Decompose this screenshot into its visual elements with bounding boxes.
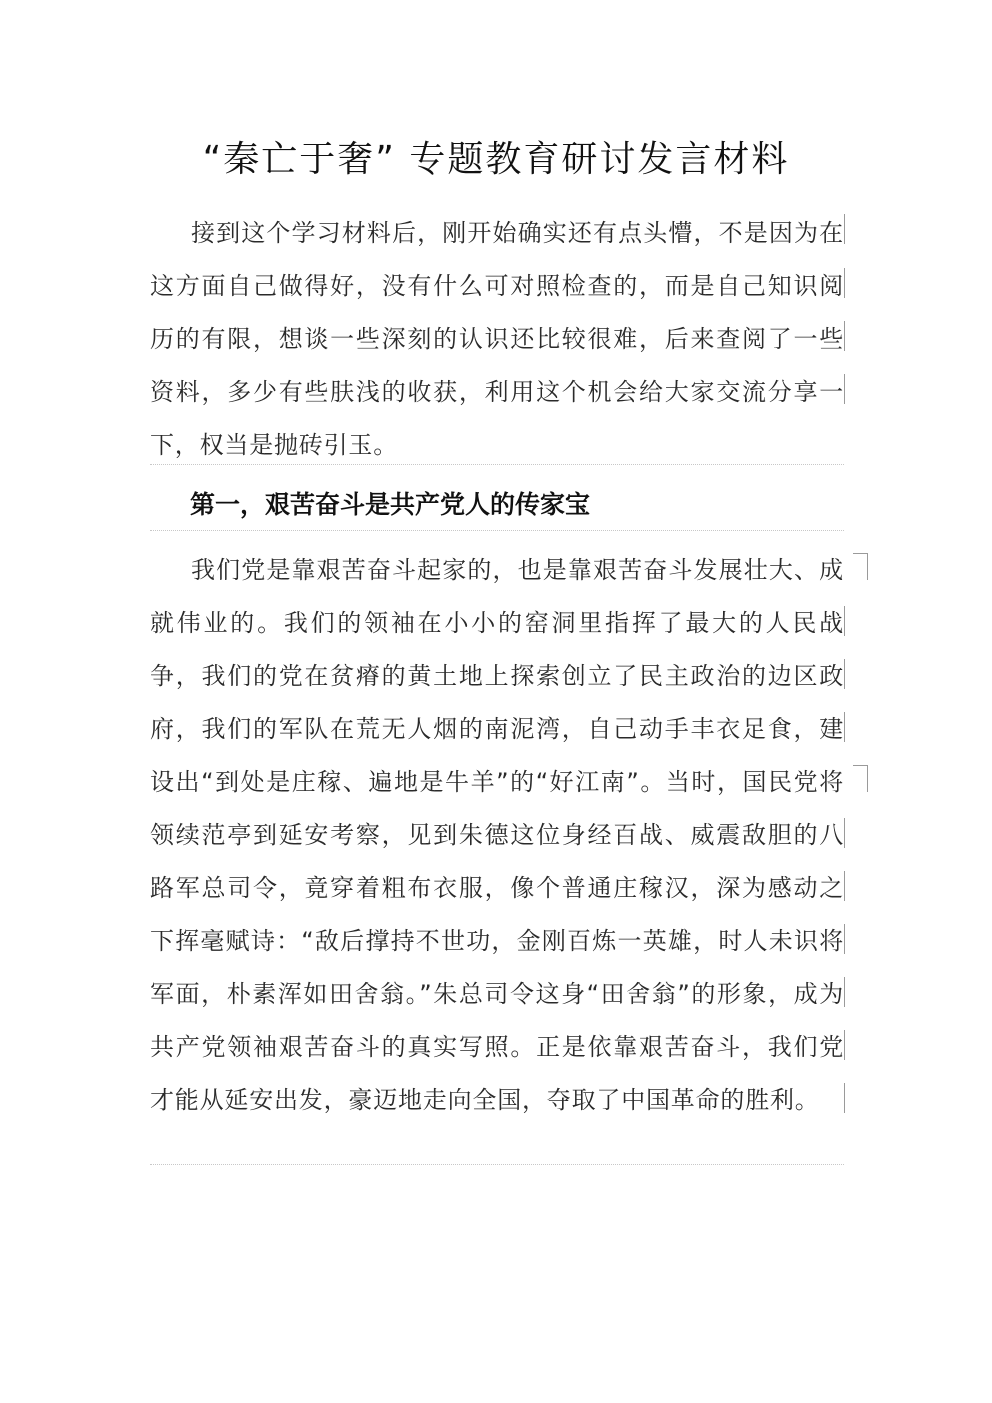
heading-divider — [150, 530, 844, 531]
margin-mark — [844, 374, 845, 404]
section-paragraph: 我们党是靠艰苦奋斗起家的，也是靠艰苦奋斗发展壮大、成就伟业的。我们的领袖在小小的窑洞里指挥了最大的人民战争，我们的党在贫瘠的黄土地上探索创立了民主政治的边区政府，我们的军队在荒无人烟的南泥湾，自己动手丰衣足食，建设出“到处是庄稼、遍地是牛羊”的“好江南”。当时，国民党将领续范亭到延安考察，见到朱德这位身经百战、威震敌胆的八路军总司令，竟穿着粗布衣服，像个普通庄稼汉，深为感动之下挥毫赋诗：“敌后撑持不世功，金刚百炼一英雄，时人未识将军面，朴素浑如田舍翁。”朱总司令这身“田舍翁”的形象，成为共产党领袖艰苦奋斗的真实写照。正是依靠艰苦奋斗，我们党才能从延安出发，豪迈地走向全国，夺取了中国革命的胜利。 — [150, 556, 844, 1114]
margin-mark — [844, 606, 845, 636]
section-heading: 第一，艰苦奋斗是共产党人的传家宝 — [190, 490, 591, 519]
margin-mark — [844, 818, 845, 848]
margin-mark — [844, 321, 845, 351]
margin-mark — [844, 712, 845, 742]
margin-mark — [844, 871, 845, 901]
margin-mark — [844, 924, 845, 954]
paragraph-divider — [150, 1164, 844, 1165]
margin-corner-mark — [853, 765, 868, 792]
margin-mark — [844, 1030, 845, 1060]
margin-mark — [844, 214, 845, 244]
margin-corner-mark — [853, 553, 868, 580]
document-title: “秦亡于奢” 专题教育研讨发言材料 — [202, 139, 790, 180]
intro-paragraph: 接到这个学习材料后，刚开始确实还有点头懵，不是因为在这方面自己做得好，没有什么可对照检查的，而是自己知识阅历的有限，想谈一些深刻的认识还比较很难，后来查阅了一些资料，多少有些肤浅的收获，利用这个机会给大家交流分享一下，权当是抛砖引玉。 — [150, 219, 844, 459]
margin-mark — [844, 1083, 845, 1113]
margin-mark — [844, 977, 845, 1007]
margin-mark — [844, 659, 845, 689]
paragraph-divider — [150, 464, 844, 465]
margin-mark — [844, 268, 845, 298]
